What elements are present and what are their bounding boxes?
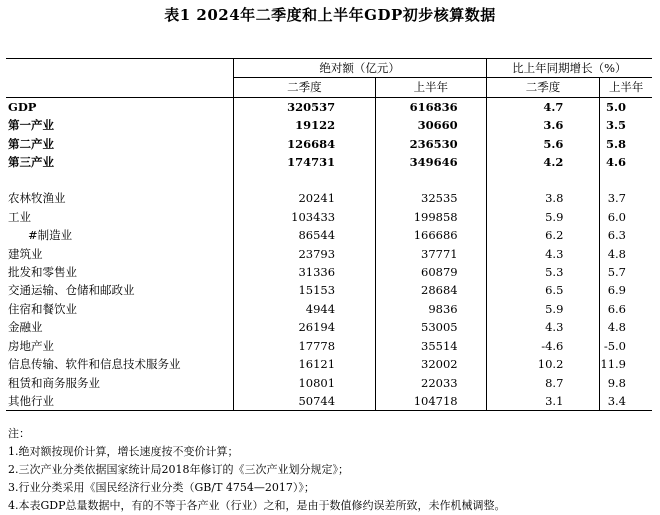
- table-row: [6, 392, 652, 411]
- cell-h1: 104718: [376, 392, 487, 411]
- cell-h1: 9836: [376, 300, 487, 318]
- cell-h1: 22033: [376, 374, 487, 392]
- cell-growth-h1: -5.0: [600, 337, 652, 355]
- cell-growth-h1: 6.3: [600, 226, 652, 244]
- cell-q2: 126684: [233, 135, 375, 153]
- cell-growth-h1: 3.5: [600, 116, 652, 134]
- header-h1-growth: 上半年: [600, 78, 652, 97]
- table-row: [6, 263, 652, 281]
- table-row: [6, 226, 652, 244]
- cell-q2: 26194: [233, 318, 375, 336]
- cell-growth-q2: 8.7: [486, 374, 600, 392]
- cell-growth-h1: 6.0: [600, 208, 652, 226]
- table-row: [6, 116, 652, 134]
- cell-h1: 60879: [376, 263, 487, 281]
- note-item: 4.本表GDP总量数据中，有的不等于各产业（行业）之和，是由于数值修约误差所致，未作机械调整。: [8, 499, 506, 512]
- table-row: [6, 153, 652, 171]
- cell-growth-h1: 4.8: [600, 245, 652, 263]
- cell-h1: 32002: [376, 355, 487, 373]
- row-label: 其他行业: [6, 392, 233, 411]
- cell-growth-h1: 4.6: [600, 153, 652, 171]
- row-label: 房地产业: [8, 338, 54, 353]
- cell-growth-q2: 4.2: [486, 153, 600, 171]
- cell-h1: 35514: [376, 337, 487, 355]
- cell-q2: 103433: [233, 208, 375, 226]
- cell-growth-q2: 3.1: [486, 392, 600, 411]
- row-label: 金融业: [8, 320, 43, 335]
- header-q2-abs: 二季度: [233, 78, 375, 97]
- table-row: [6, 355, 652, 373]
- cell-growth-h1: 3.7: [600, 189, 652, 207]
- cell-q2: 174731: [233, 153, 375, 171]
- cell-growth-q2: 5.9: [486, 208, 600, 226]
- cell-q2: 17778: [233, 337, 375, 355]
- note-item: 2.三次产业分类依据国家统计局2018年修订的《三次产业划分规定》；: [8, 463, 349, 476]
- cell-h1: 349646: [376, 153, 487, 171]
- row-label: GDP: [8, 99, 37, 114]
- cell-h1: 28684: [376, 281, 487, 299]
- cell-q2: 16121: [233, 355, 375, 373]
- cell-h1: 53005: [376, 318, 487, 336]
- cell-growth-q2: -4.6: [486, 337, 600, 355]
- cell-q2: 19122: [233, 116, 375, 134]
- table-row: [6, 337, 652, 355]
- table-title: 表1 2024年二季度和上半年GDP初步核算数据: [164, 6, 496, 24]
- cell-h1: 37771: [376, 245, 487, 263]
- cell-growth-q2: 4.7: [486, 97, 600, 116]
- header-q2-growth: 二季度: [486, 78, 600, 97]
- table-notes: [8, 425, 506, 515]
- row-label: 建筑业: [8, 246, 43, 261]
- cell-q2: 86544: [233, 226, 375, 244]
- row-label: 第二产业: [8, 136, 54, 151]
- cell-growth-h1: 5.7: [600, 263, 652, 281]
- cell-growth-h1: 6.9: [600, 281, 652, 299]
- row-label: 第一产业: [8, 118, 54, 133]
- cell-growth-q2: 6.5: [486, 281, 600, 299]
- row-label: 住宿和餐饮业: [8, 301, 77, 316]
- row-label: 批发和零售业: [8, 265, 77, 280]
- table-row: [6, 245, 652, 263]
- cell-q2: 20241: [233, 189, 375, 207]
- row-label: 信息传输、软件和信息技术服务业: [8, 357, 181, 372]
- cell-h1: 236530: [376, 135, 487, 153]
- cell-h1: 616836: [376, 97, 487, 116]
- cell-growth-q2: 5.3: [486, 263, 600, 281]
- table-row: [6, 189, 652, 207]
- cell-h1: 32535: [376, 189, 487, 207]
- cell-q2: 4944: [233, 300, 375, 318]
- cell-growth-q2: 3.6: [486, 116, 600, 134]
- cell-q2: 31336: [233, 263, 375, 281]
- table-row: [6, 300, 652, 318]
- note-item: 1.绝对额按现价计算，增长速度按不变价计算；: [8, 445, 239, 458]
- cell-growth-h1: 5.0: [600, 97, 652, 116]
- header-corner-lower: [6, 78, 233, 97]
- table-row: [6, 374, 652, 392]
- cell-growth-h1: 4.8: [600, 318, 652, 336]
- note-item: 3.行业分类采用《国民经济行业分类（GB/T 4754—2017）》；: [8, 481, 315, 494]
- table-row: [6, 318, 652, 336]
- cell-growth-h1: 9.8: [600, 374, 652, 392]
- cell-growth-h1: 5.8: [600, 135, 652, 153]
- table-row: [6, 281, 652, 299]
- header-row-period: [6, 78, 652, 97]
- cell-q2: 320537: [233, 97, 375, 116]
- cell-q2: 10801: [233, 374, 375, 392]
- row-label: 租赁和商务服务业: [8, 375, 100, 390]
- cell-growth-h1: 6.6: [600, 300, 652, 318]
- header-absolute-value: 绝对额（亿元）: [233, 59, 486, 78]
- cell-h1: 166686: [376, 226, 487, 244]
- cell-q2: 23793: [233, 245, 375, 263]
- cell-growth-q2: 6.2: [486, 226, 600, 244]
- header-h1-abs: 上半年: [376, 78, 487, 97]
- table-row: [6, 208, 652, 226]
- table-row: [6, 135, 652, 153]
- cell-growth-h1: 11.9: [600, 355, 652, 373]
- row-label: 交通运输、仓储和邮政业: [8, 283, 135, 298]
- cell-growth-q2: 5.6: [486, 135, 600, 153]
- header-row-group: [6, 59, 652, 78]
- cell-h1: 30660: [376, 116, 487, 134]
- notes-heading: 注：: [8, 427, 30, 440]
- cell-h1: 199858: [376, 208, 487, 226]
- spacer-row: [6, 171, 652, 189]
- cell-growth-q2: 4.3: [486, 245, 600, 263]
- cell-growth-q2: 4.3: [486, 318, 600, 336]
- header-growth: 比上年同期增长（%）: [486, 59, 652, 78]
- cell-growth-q2: 10.2: [486, 355, 600, 373]
- gdp-table: [6, 58, 652, 411]
- cell-q2: 15153: [233, 281, 375, 299]
- header-corner: [6, 59, 233, 78]
- cell-q2: 50744: [233, 392, 375, 411]
- row-label: 工业: [8, 209, 31, 224]
- row-label: #制造业: [28, 228, 73, 243]
- cell-growth-q2: 5.9: [486, 300, 600, 318]
- cell-growth-h1: 3.4: [600, 392, 652, 411]
- cell-growth-q2: 3.8: [486, 189, 600, 207]
- row-label: 第三产业: [8, 155, 54, 170]
- table-row: [6, 97, 652, 116]
- row-label: 农林牧渔业: [8, 191, 66, 206]
